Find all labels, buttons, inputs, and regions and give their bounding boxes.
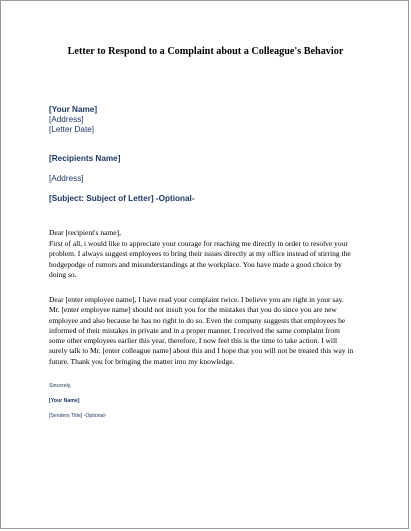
paragraph-1-line: First of all, i would like to appreciate your courage for reaching me directly in order to resolve your (49, 239, 348, 248)
paragraph-2-line: surely talk to Mr. [enter colleague name] about this and I hope that you will not be treated this way in (49, 346, 354, 356)
paragraph-2-line: some other employees earlier this year, therefore, I now feel this is the time to take action. I will (49, 336, 338, 346)
signature-name: [Your Name] (49, 398, 80, 404)
paragraph-1-line: problem. I always suggest employees to bring their issues directly at my office instead of stirring the (49, 249, 351, 259)
sender-name: [Your Name] (49, 105, 98, 114)
paragraph-2-line: Dear [enter employee name], I have read your complaint twice. I believe you are right in your say. (49, 295, 344, 304)
recipient-name: [Recipients Name] (49, 154, 121, 163)
paragraph-1-line: doing so. (49, 269, 77, 279)
letter-date: [Letter Date] (49, 125, 95, 134)
paragraph-2-line: Mr. [enter employee name] should not insult you for the mistakes that you do since you are new (49, 305, 337, 315)
salutation: Dear [recipient's name], (49, 228, 121, 237)
subject-line: [Subject: Subject of Letter] -Optional- (49, 194, 195, 203)
paragraph-1-line: hodgepodge of rumors and misunderstandings at the workplace. You have made a good choice by (49, 259, 342, 269)
paragraph-1 (49, 239, 351, 280)
paragraph-2-line: employee and also because he has no right to do so. Even the company suggests that employees be (49, 315, 346, 325)
signature-title: [Senders Title] -Optional- (49, 413, 107, 419)
letter-title: Letter to Respond to a Complaint about a Colleague's Behavior (67, 46, 344, 57)
paragraph-2-line: future. Thank you for bringing the matter into my knowledge. (49, 356, 235, 366)
paragraph-2 (49, 295, 353, 367)
closing: Sincerely, (49, 383, 72, 389)
sender-address: [Address] (49, 115, 84, 124)
recipient-address: [Address] (49, 174, 84, 183)
paragraph-2-line: informed of their mistakes in private and in a proper manner. I received the same complaint from (49, 325, 340, 335)
